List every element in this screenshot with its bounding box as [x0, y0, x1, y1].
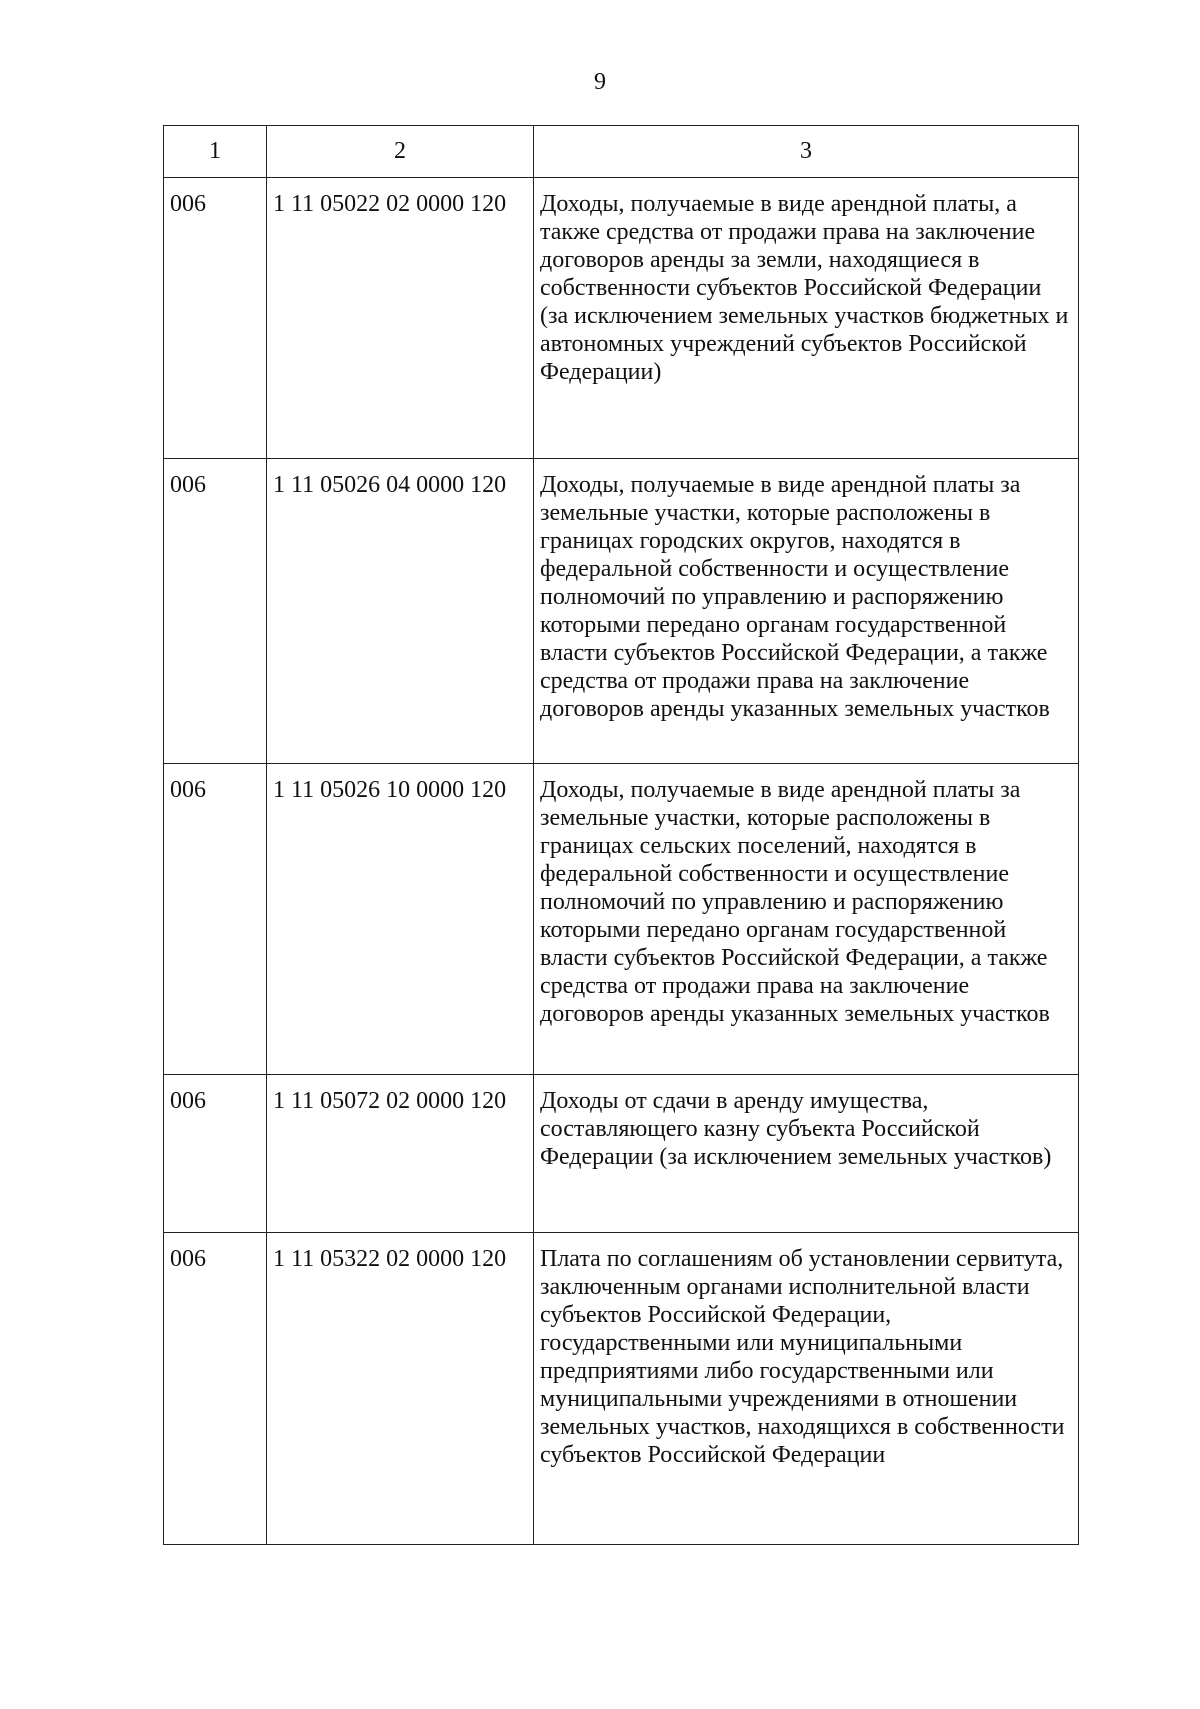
column-header-3: 3	[534, 126, 1079, 178]
budget-code-cell: 1 11 05026 10 0000 120	[267, 764, 534, 1075]
table-row	[164, 459, 1079, 764]
budget-code-cell: 1 11 05322 02 0000 120	[267, 1233, 534, 1545]
budget-code-cell: 1 11 05072 02 0000 120	[267, 1075, 534, 1233]
admin-code-cell: 006	[164, 178, 267, 459]
description-cell: Доходы, получаемые в виде арендной платы за земельные участки, которые расположены в границах городских округов, находятся в федеральной собственности и осуществление полномочий по управлению и распоряжению которыми передано органам государственной власти субъектов Российской Федерации, а также средства от продажи права на заключение договоров аренды указанных земельных участков	[534, 459, 1079, 764]
admin-code-cell: 006	[164, 459, 267, 764]
admin-code-cell: 006	[164, 1075, 267, 1233]
admin-code-cell: 006	[164, 764, 267, 1075]
revenue-codes-table	[163, 125, 1079, 1545]
column-header-1: 1	[164, 126, 267, 178]
description-cell: Доходы, получаемые в виде арендной платы, а также средства от продажи права на заключение договоров аренды за земли, находящиеся в собственности субъектов Российской Федерации (за исключением земельных участков бюджетных и автономных учреждений субъектов Российской Федерации)	[534, 178, 1079, 459]
table-row	[164, 1233, 1079, 1545]
page-number: 9	[594, 69, 606, 95]
budget-code-cell: 1 11 05022 02 0000 120	[267, 178, 534, 459]
column-header-2: 2	[267, 126, 534, 178]
description-cell: Доходы от сдачи в аренду имущества, составляющего казну субъекта Российской Федерации (за исключением земельных участков)	[534, 1075, 1079, 1233]
table-row	[164, 1075, 1079, 1233]
table-row	[164, 764, 1079, 1075]
table-header-row	[164, 126, 1079, 178]
description-cell: Доходы, получаемые в виде арендной платы за земельные участки, которые расположены в границах сельских поселений, находятся в федеральной собственности и осуществление полномочий по управлению и распоряжению которыми передано органам государственной власти субъектов Российской Федерации, а также средства от продажи права на заключение договоров аренды указанных земельных участков	[534, 764, 1079, 1075]
table-row	[164, 178, 1079, 459]
description-cell: Плата по соглашениям об установлении сервитута, заключенным органами исполнительной власти субъектов Российской Федерации, государственными или муниципальными предприятиями либо государственными или муниципальными учреждениями в отношении земельных участков, находящихся в собственности субъектов Российской Федерации	[534, 1233, 1079, 1545]
admin-code-cell: 006	[164, 1233, 267, 1545]
budget-code-cell: 1 11 05026 04 0000 120	[267, 459, 534, 764]
